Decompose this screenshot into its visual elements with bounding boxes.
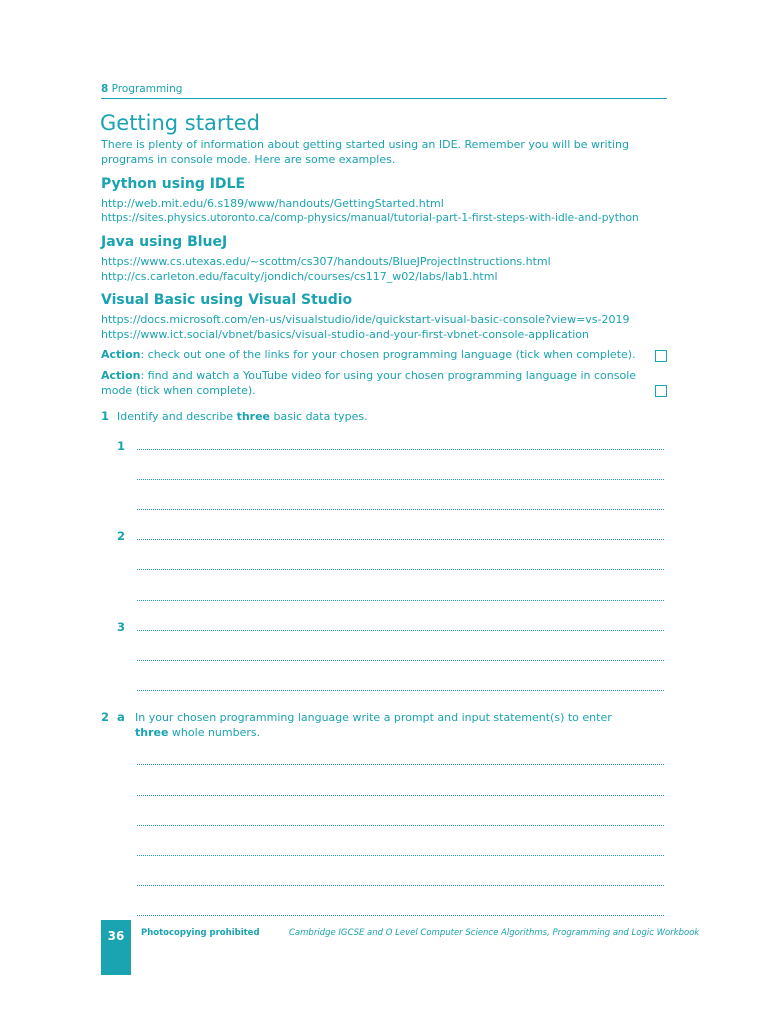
answer-line[interactable] <box>137 509 664 510</box>
question-2a-text <box>135 710 655 740</box>
question-2-number: 2 <box>101 710 110 724</box>
action-1-checkbox[interactable] <box>655 350 667 362</box>
action-text: : check out one of the links for your chosen programming language (tick when complete). <box>140 348 636 361</box>
intro-paragraph: There is plenty of information about getting started using an IDE. Remember you will be writing programs in console mode. Here are some examples. <box>101 138 629 166</box>
answer-line[interactable] <box>137 600 664 601</box>
question-text: Identify and describe <box>117 410 237 423</box>
question-1-number: 1 <box>101 409 110 423</box>
action-label: Action <box>101 348 141 361</box>
page-title: Getting started <box>100 111 260 135</box>
header-rule <box>101 98 667 99</box>
answer-line[interactable] <box>137 885 664 886</box>
question-1-text <box>117 409 368 424</box>
action-text: : find and watch a YouTube video for using your chosen programming language in console mode (tick when complete). <box>101 369 637 397</box>
section-heading-visual-basic: Visual Basic using Visual Studio <box>101 292 353 308</box>
question-text: basic data types. <box>270 410 368 423</box>
answer-line[interactable] <box>137 630 664 631</box>
page-number: 36 <box>107 929 125 943</box>
answer-line[interactable] <box>137 855 664 856</box>
section-heading-python: Python using IDLE <box>101 176 246 192</box>
action-2 <box>101 368 641 398</box>
book-title: Cambridge IGCSE and O Level Computer Science Algorithms, Programming and Logic Workbook <box>289 928 700 938</box>
answer-line[interactable] <box>137 825 664 826</box>
answer-line[interactable] <box>137 795 664 796</box>
answer-part-1-number: 1 <box>117 439 126 453</box>
question-text: In your chosen programming language write a prompt and input statement(s) to enter <box>135 711 612 724</box>
section-heading-java: Java using BlueJ <box>101 234 228 250</box>
answer-part-2-number: 2 <box>117 529 126 543</box>
chapter-title: Programming <box>111 83 183 95</box>
answer-line[interactable] <box>137 449 664 450</box>
link-python-1[interactable]: http://web.mit.edu/6.s189/www/handouts/GettingStarted.html <box>101 197 444 210</box>
answer-line[interactable] <box>137 569 664 570</box>
copyright-notice: Photocopying prohibited <box>141 928 260 938</box>
chapter-header <box>101 83 182 95</box>
link-java-1[interactable]: https://www.cs.utexas.edu/~scottm/cs307/handouts/BlueJProjectInstructions.html <box>101 255 551 268</box>
link-python-2[interactable]: https://sites.physics.utoronto.ca/comp-physics/manual/tutorial-part-1-first-steps-with-idle-and-python <box>101 212 639 224</box>
link-java-2[interactable]: http://cs.carleton.edu/faculty/jondich/courses/cs117_w02/labs/lab1.html <box>101 270 498 283</box>
action-2-checkbox[interactable] <box>655 385 667 397</box>
action-1 <box>101 347 641 362</box>
question-text: whole numbers. <box>168 726 261 739</box>
link-vb-1[interactable]: https://docs.microsoft.com/en-us/visualstudio/ide/quickstart-visual-basic-console?view=vs-2019 <box>101 313 630 326</box>
question-bold: three <box>135 726 169 739</box>
answer-line[interactable] <box>137 539 664 540</box>
chapter-number: 8 <box>101 83 109 95</box>
link-vb-2[interactable]: https://www.ict.social/vbnet/basics/visual-studio-and-your-first-vbnet-console-application <box>101 328 589 341</box>
answer-line[interactable] <box>137 764 664 765</box>
action-label: Action <box>101 369 141 382</box>
question-bold: three <box>236 410 271 423</box>
answer-part-3-number: 3 <box>117 620 126 634</box>
answer-line[interactable] <box>137 479 664 480</box>
answer-line[interactable] <box>137 915 664 916</box>
answer-line[interactable] <box>137 690 664 691</box>
answer-line[interactable] <box>137 660 664 661</box>
question-2-part-letter: a <box>117 710 125 724</box>
